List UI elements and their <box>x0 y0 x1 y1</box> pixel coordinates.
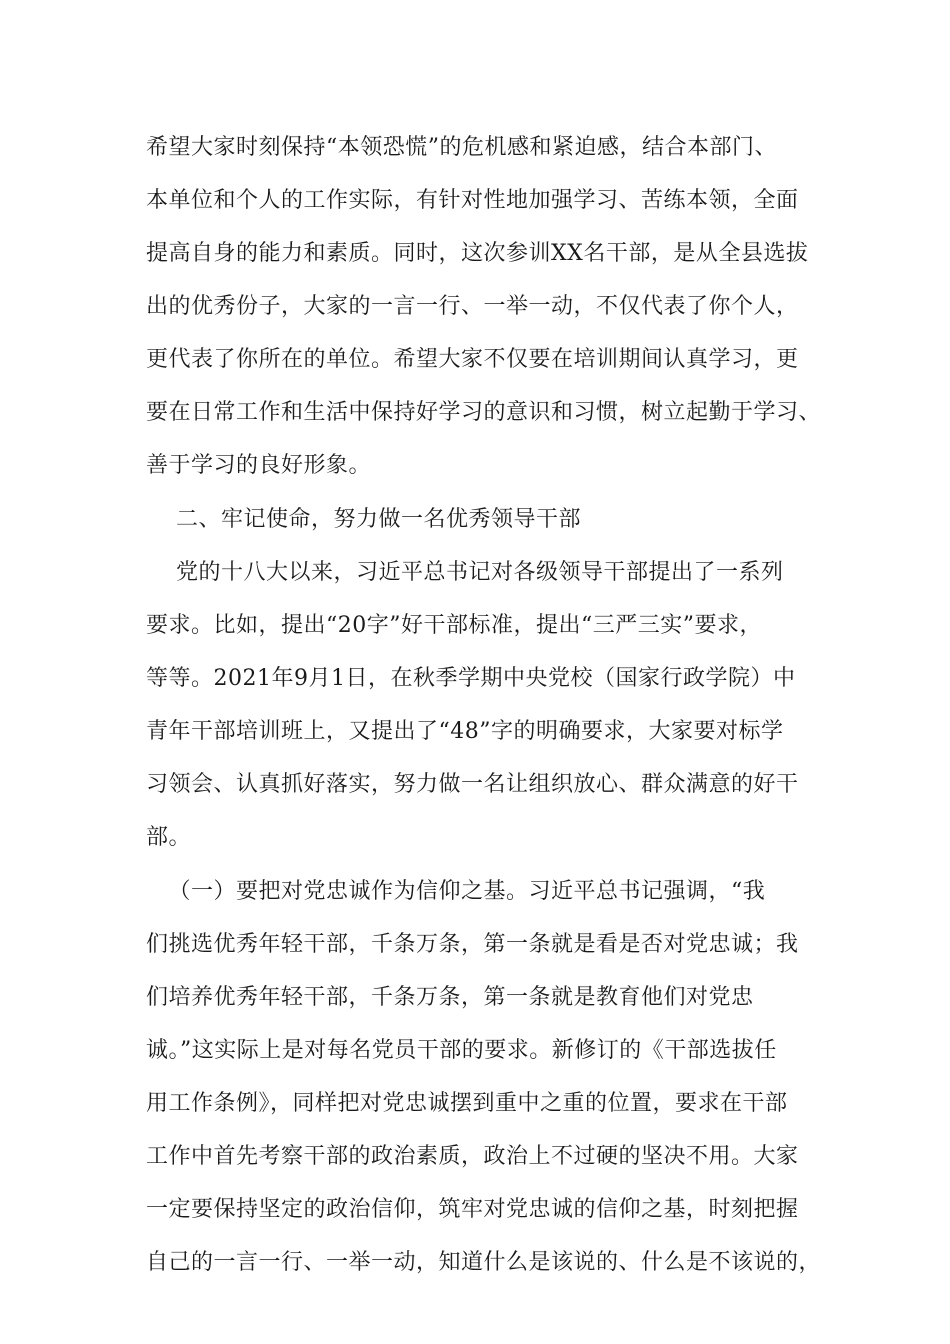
text-line: 一定要保持坚定的政治信仰，筑牢对党忠诚的信仰之基，时刻把握 <box>146 1197 799 1222</box>
text-line: 希望大家时刻保持“本领恐慌”的危机感和紧迫感，结合本部门、 <box>146 135 777 160</box>
text-line: 青年干部培训班上，又提出了“48”字的明确要求，大家要对标学 <box>146 719 784 744</box>
text-line: 党的十八大以来，习近平总书记对各级领导干部提出了一系列 <box>146 560 784 585</box>
text-line: 提高自身的能力和素质。同时，这次参训XX名干部，是从全县选拔 <box>146 241 809 266</box>
text-line: 要在日常工作和生活中保持好学习的意识和习惯，树立起勤于学习、 <box>146 400 822 425</box>
text-line: 工作中首先考察干部的政治素质，政治上不过硬的坚决不用。大家 <box>146 1144 799 1169</box>
text-line: 善于学习的良好形象。 <box>146 453 372 478</box>
subsection-heading: （一）要把对党忠诚作为信仰之基。习近平总书记强调，“我 <box>146 879 766 904</box>
text-line: 要求。比如，提出“20字”好干部标准，提出“三严三实”要求， <box>146 613 762 638</box>
text-line: 出的优秀份子，大家的一言一行、一举一动，不仅代表了你个人， <box>146 294 799 319</box>
text-line: 等等。2021年9月1日，在秋季学期中央党校（国家行政学院）中 <box>146 666 796 691</box>
text-line: 们培养优秀年轻干部，千条万条，第一条就是教育他们对党忠 <box>146 985 754 1010</box>
text-line: 们挑选优秀年轻干部，千条万条，第一条就是看是否对党忠诚；我 <box>146 932 799 957</box>
text-line: 习领会、认真抓好落实，努力做一名让组织放心、群众满意的好干 <box>146 772 799 797</box>
text-line: 诚。”这实际上是对每名党员干部的要求。新修订的《干部选拔任 <box>146 1038 777 1063</box>
section-heading: 二、牢记使命，努力做一名优秀领导干部 <box>146 507 581 532</box>
text-line: 自己的一言一行、一举一动，知道什么是该说的、什么是不该说的， <box>146 1250 822 1275</box>
text-line: 部。 <box>146 825 192 850</box>
text-line: 本单位和个人的工作实际，有针对性地加强学习、苦练本领，全面 <box>146 188 799 213</box>
text-line: 用工作条例》，同样把对党忠诚摆到重中之重的位置，要求在干部 <box>146 1091 788 1116</box>
text-line: 更代表了你所在的单位。希望大家不仅要在培训期间认真学习，更 <box>146 347 799 372</box>
